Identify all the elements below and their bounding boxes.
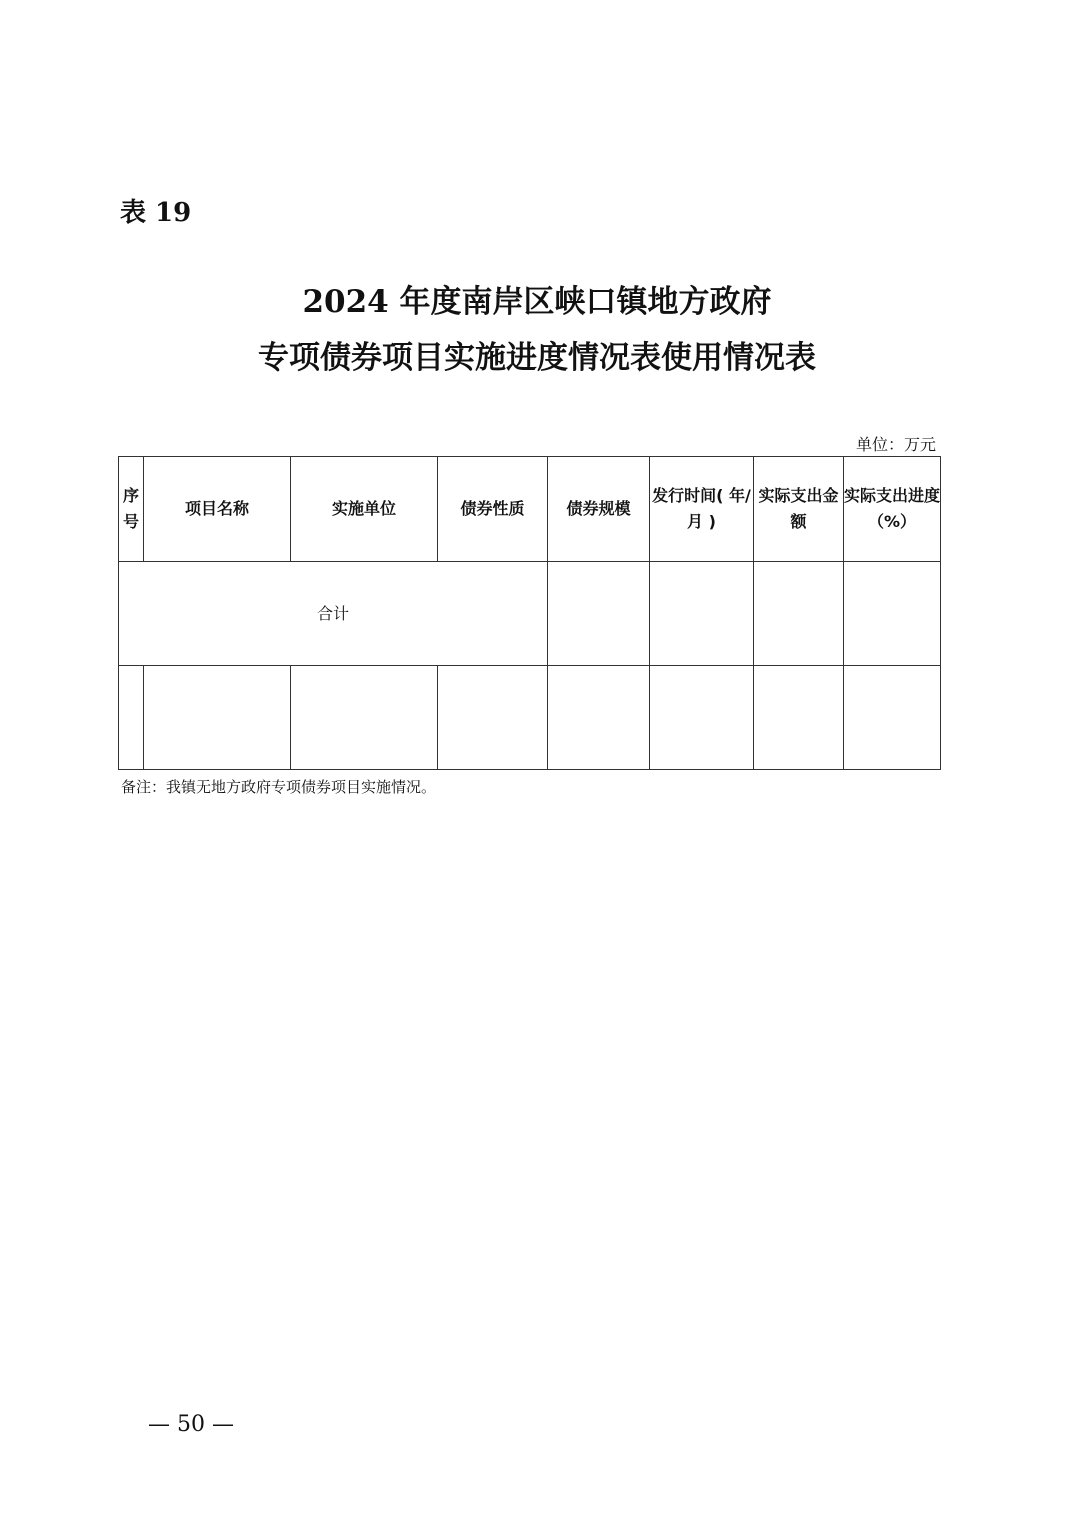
table-note: 备注：我镇无地方政府专项债券项目实施情况。 (121, 778, 437, 796)
header-bond-nature: 债券性质 (438, 457, 548, 562)
total-cell (844, 562, 941, 666)
table-cell (438, 666, 548, 770)
table-cell (144, 666, 291, 770)
table-cell (844, 666, 941, 770)
unit-label: 单位：万元 (855, 435, 936, 454)
document-title-line2: 专项债券项目实施进度情况表使用情况表 (258, 340, 816, 376)
table-cell (754, 666, 844, 770)
total-row (119, 562, 941, 666)
table-row (119, 666, 941, 770)
header-issue-time: 发行时间( 年/月 ) (650, 457, 754, 562)
total-label: 合计 (119, 562, 548, 666)
header-seq: 序号 (119, 457, 144, 562)
header-actual-amount: 实际支出金额 (754, 457, 844, 562)
header-bond-scale: 债券规模 (548, 457, 650, 562)
total-cell (650, 562, 754, 666)
table-cell (119, 666, 144, 770)
table-cell (650, 666, 754, 770)
header-project-name: 项目名称 (144, 457, 291, 562)
header-actual-progress: 实际支出进度（%） (844, 457, 941, 562)
total-cell (754, 562, 844, 666)
table-cell (291, 666, 438, 770)
header-row (119, 457, 941, 562)
bond-progress-table (118, 456, 941, 770)
document-title-line1: 2024 年度南岸区峡口镇地方政府 (302, 284, 772, 320)
table-number: 表 19 (120, 198, 192, 228)
total-cell (548, 562, 650, 666)
table-cell (548, 666, 650, 770)
header-implementing-unit: 实施单位 (291, 457, 438, 562)
page-number: — 50 — (148, 1412, 234, 1437)
